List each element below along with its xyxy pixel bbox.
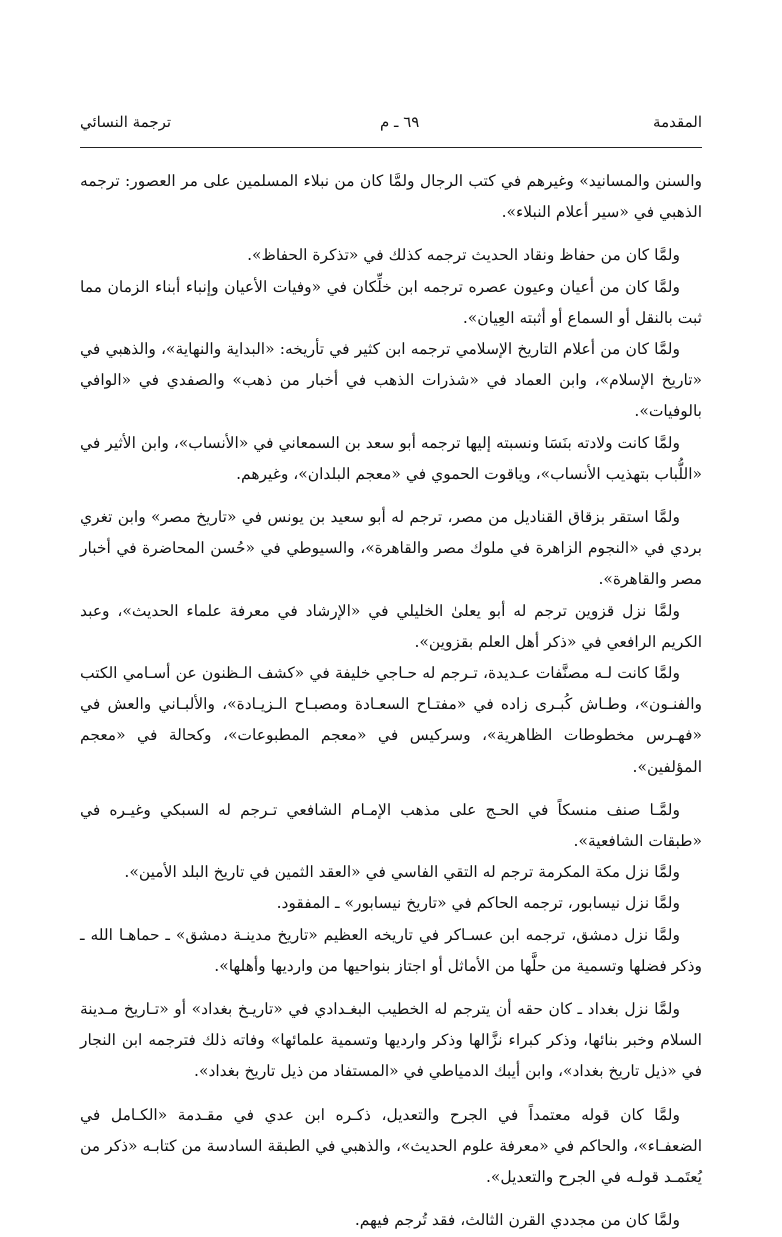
paragraph: ولمَّا كانت ولادته بنَسَا ونسبته إليها ترجمه أبو سعد بن السمعاني في «الأنساب»، وابن الأثير في «اللُّباب بتهذيب الأنساب»، وياقوت الحموي في «معجم البلدان»، وغيرهم. [80,433,702,483]
page-number: ٦٩ ـ م [380,113,420,131]
paragraph: ولمَّا كان قوله معتمداً في الجرح والتعديل، ذكـره ابن عدي في مقـدمة «الكـامل في الضعفـاء»، والحاكم في «معرفة علوم الحديث»، والذهبي في الطبقة السادسة من كتابـه «ذكر من يُعتَمـد قولـه في الجرح والتعديل». [80,1105,702,1187]
paragraph: ولمَّا استقر بزقاق القناديل من مصر، ترجم له أبو سعيد بن يونس في «تاريخ مصر» وابن تغري بردي في «النجوم الزاهرة في ملوك مصر والقاهرة»، والسيوطي في «حُسن المحاضرة في أخبار مصر والقاهرة». [80,508,702,589]
header-rule [80,147,702,148]
paragraph: ولمَّا نزل دمشق، ترجمه ابن عسـاكر في تاريخه العظيم «تاريخ مدينـة دمشق» ـ حماهـا الله ـ وذكر فضلها وتسمية من حلَّها من الأماثل أو اجتاز بنواحيها من وارديها وأهلها». [80,925,702,975]
paragraph: ولمَّا نزل بغداد ـ كان حقه أن يترجم له الخطيب البغـدادي في «تاريـخ بغداد» أو «تـاريخ مـدينة السلام وخبر بنائها، وذكر كبراء نزَّالها وذكر وارديها وتسمية علمائها» وفاته ذلك فترجمه ابن النجار في «ذيل تاريخ بغداد»، وابن أيبك الدمياطي في «المستفاد من ذيل تاريخ بغداد». [80,1000,702,1081]
paragraph: ولمَّا كان من مجددي القرن الثالث، فقد تُرجم فيهم. [354,1211,680,1230]
paragraph: ولمَّا نزل نيسابور، ترجمه الحاكم في «تاريخ نيسابور» ـ المفقود. [276,894,680,913]
paragraph: والسنن والمسانيد» وغيرهم في كتب الرجال ولمَّا كان من نبلاء المسلمين على مر العصور: ترجمه الذهبي في «سير أعلام النبلاء». [80,172,702,222]
body-text [80,166,702,1237]
paragraph: ولمَّا نزل مكة المكرمة ترجم له التقي الفاسي في «العقد الثمين في تاريخ البلد الأمين». [124,863,680,882]
paragraph: ولمَّا كانت لـه مصنَّفات عـديدة، تـرجم له حـاجي خليفة في «كشف الـظنون عن أسـامي الكتب والفنـون»، وطـاش كُبـرى زاده في «مفتـاح السعـادة ومصبـاح الـزيـادة»، والألبـاني والعش في «فهـرس مخطوطات الظاهرية»، وسركيس في «معجم المطبوعات»، وكحالة في «معجم المؤلفين». [80,664,702,776]
paragraph: ولمَّا كان من حفاظ ونقاد الحديث ترجمه كذلك في «تذكرة الحفاظ». [247,246,680,265]
header-book-title: ترجمة النسائي [80,113,172,131]
paragraph: ولمَّا كان من أعيان وعيون عصره ترجمه ابن خلِّكان في «وفيات الأعيان وإنباء أبناء الزمان مما ثبت بالنقل أو السماع أو أثبته العِيان». [80,277,702,327]
header-section-title: المقدمة [653,113,702,131]
paragraph: ولمَّا نزل قزوين ترجم له أبو يعلىٰ الخليلي في «الإرشاد في معرفة علماء الحديث»، وعبد الكريم الرافعي في «ذكر أهل العلم بقزوين». [80,601,702,651]
running-header [80,112,702,142]
paragraph: ولمَّا كان من أعلام التاريخ الإسلامي ترجمه ابن كثير في تأريخه: «البداية والنهاية»، والذهبي في «تاريخ الإسلام»، وابن العماد في «شذرات الذهب في أخبار من ذهب» والصفدي في «الوافي بالوفيات». [80,340,702,421]
paragraph: ولمَّـا صنف منسكاً في الحـج على مذهب الإمـام الشافعي تـرجم له السبكي وغيـره في «طبقات الشافعية». [80,800,702,851]
